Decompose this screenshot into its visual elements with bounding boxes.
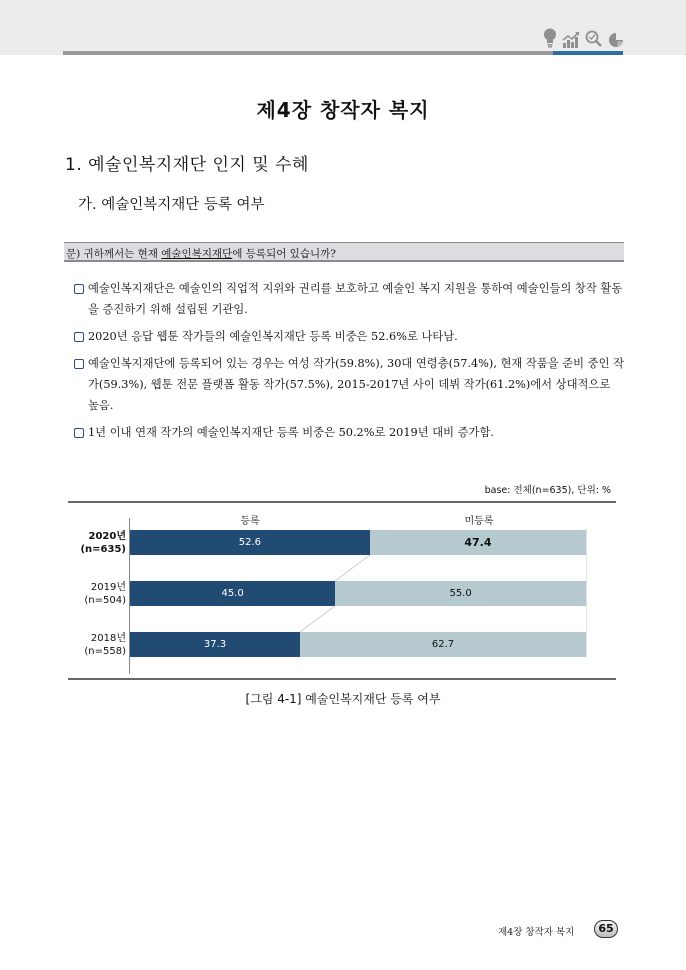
bar-2020 <box>130 530 586 555</box>
header-accent-rule <box>553 51 623 55</box>
question-underlined-term: 예술인복지재단 <box>161 248 233 260</box>
row-year: 2018년 <box>90 633 126 644</box>
row-year: 2019년 <box>90 582 126 593</box>
bar-2019 <box>130 581 586 606</box>
square-bullet-icon <box>74 284 84 294</box>
row-label-2019 <box>70 581 126 607</box>
lightbulb-icon <box>543 28 557 48</box>
page-number-badge: 65 <box>594 920 618 938</box>
finding-item <box>72 353 624 416</box>
figure-caption: [그림 4-1] 예술인복지재단 등록 여부 <box>245 692 441 706</box>
footer-running-title: 제4장 창작자 복지 <box>498 927 575 938</box>
finding-item <box>72 278 624 320</box>
finding-text: 예술인복지재단에 등록되어 있는 경우는 여성 작가(59.8%), 30대 연령층(57.4%), 현재 작품을 준비 중인 작가(59.3%), 웹툰 전문 플랫폼 활동 작가(57.5%), 2015-2017년 사이 데뷔 작가(61.2%)에서 상대적으로 높음. <box>88 357 625 412</box>
square-bullet-icon <box>74 359 84 369</box>
section-title: 1. 예술인복지재단 인지 및 수혜 <box>65 155 309 175</box>
bar-segment-unregistered: 55.0 <box>335 581 586 606</box>
legend-registered: 등록 <box>240 516 260 527</box>
header-rule <box>63 51 553 55</box>
square-bullet-icon <box>74 332 84 342</box>
row-label-2020 <box>70 530 126 556</box>
chart-right-gridline <box>586 528 587 658</box>
finding-item <box>72 422 624 443</box>
chart-bottom-rule <box>68 678 616 680</box>
survey-question-box <box>64 242 624 262</box>
chart-base-note: base: 전체(n=635), 단위: % <box>484 485 611 496</box>
growth-chart-icon <box>562 32 580 48</box>
row-label-2018 <box>70 632 126 658</box>
question-prefix: 문) 귀하께서는 현재 <box>66 248 162 260</box>
question-suffix: 에 등록되어 있습니까? <box>232 248 336 260</box>
finding-item <box>72 326 624 347</box>
row-sample-size: (n=558) <box>84 646 126 657</box>
chart-top-rule <box>68 501 616 503</box>
findings-list <box>72 278 624 449</box>
bar-segment-registered: 45.0 <box>130 581 335 606</box>
bar-2018 <box>130 632 586 657</box>
bar-segment-registered: 52.6 <box>130 530 370 555</box>
magnify-check-icon <box>585 30 603 48</box>
legend-unregistered: 미등록 <box>464 516 494 527</box>
bar-segment-unregistered: 47.4 <box>370 530 586 555</box>
bar-segment-unregistered: 62.7 <box>300 632 586 657</box>
subsection-title: 가. 예술인복지재단 등록 여부 <box>78 197 265 213</box>
row-year: 2020년 <box>88 531 126 542</box>
square-bullet-icon <box>74 428 84 438</box>
finding-text: 2020년 응답 웹툰 작가들의 예술인복지재단 등록 비중은 52.6%로 나타남. <box>88 330 458 343</box>
pie-chart-icon <box>608 32 624 48</box>
bar-segment-registered: 37.3 <box>130 632 300 657</box>
row-sample-size: (n=504) <box>84 595 126 606</box>
finding-text: 예술인복지재단은 예술인의 직업적 지위와 권리를 보호하고 예술인 복지 지원을 통하여 예술인들의 창작 활동을 증진하기 위해 설립된 기관임. <box>88 282 623 316</box>
header-icon-group <box>543 28 624 48</box>
chapter-title: 제4장 창작자 복지 <box>256 98 430 122</box>
finding-text: 1년 이내 연재 작가의 예술인복지재단 등록 비중은 50.2%로 2019년 대비 증가함. <box>88 426 494 439</box>
row-sample-size: (n=635) <box>80 544 126 555</box>
